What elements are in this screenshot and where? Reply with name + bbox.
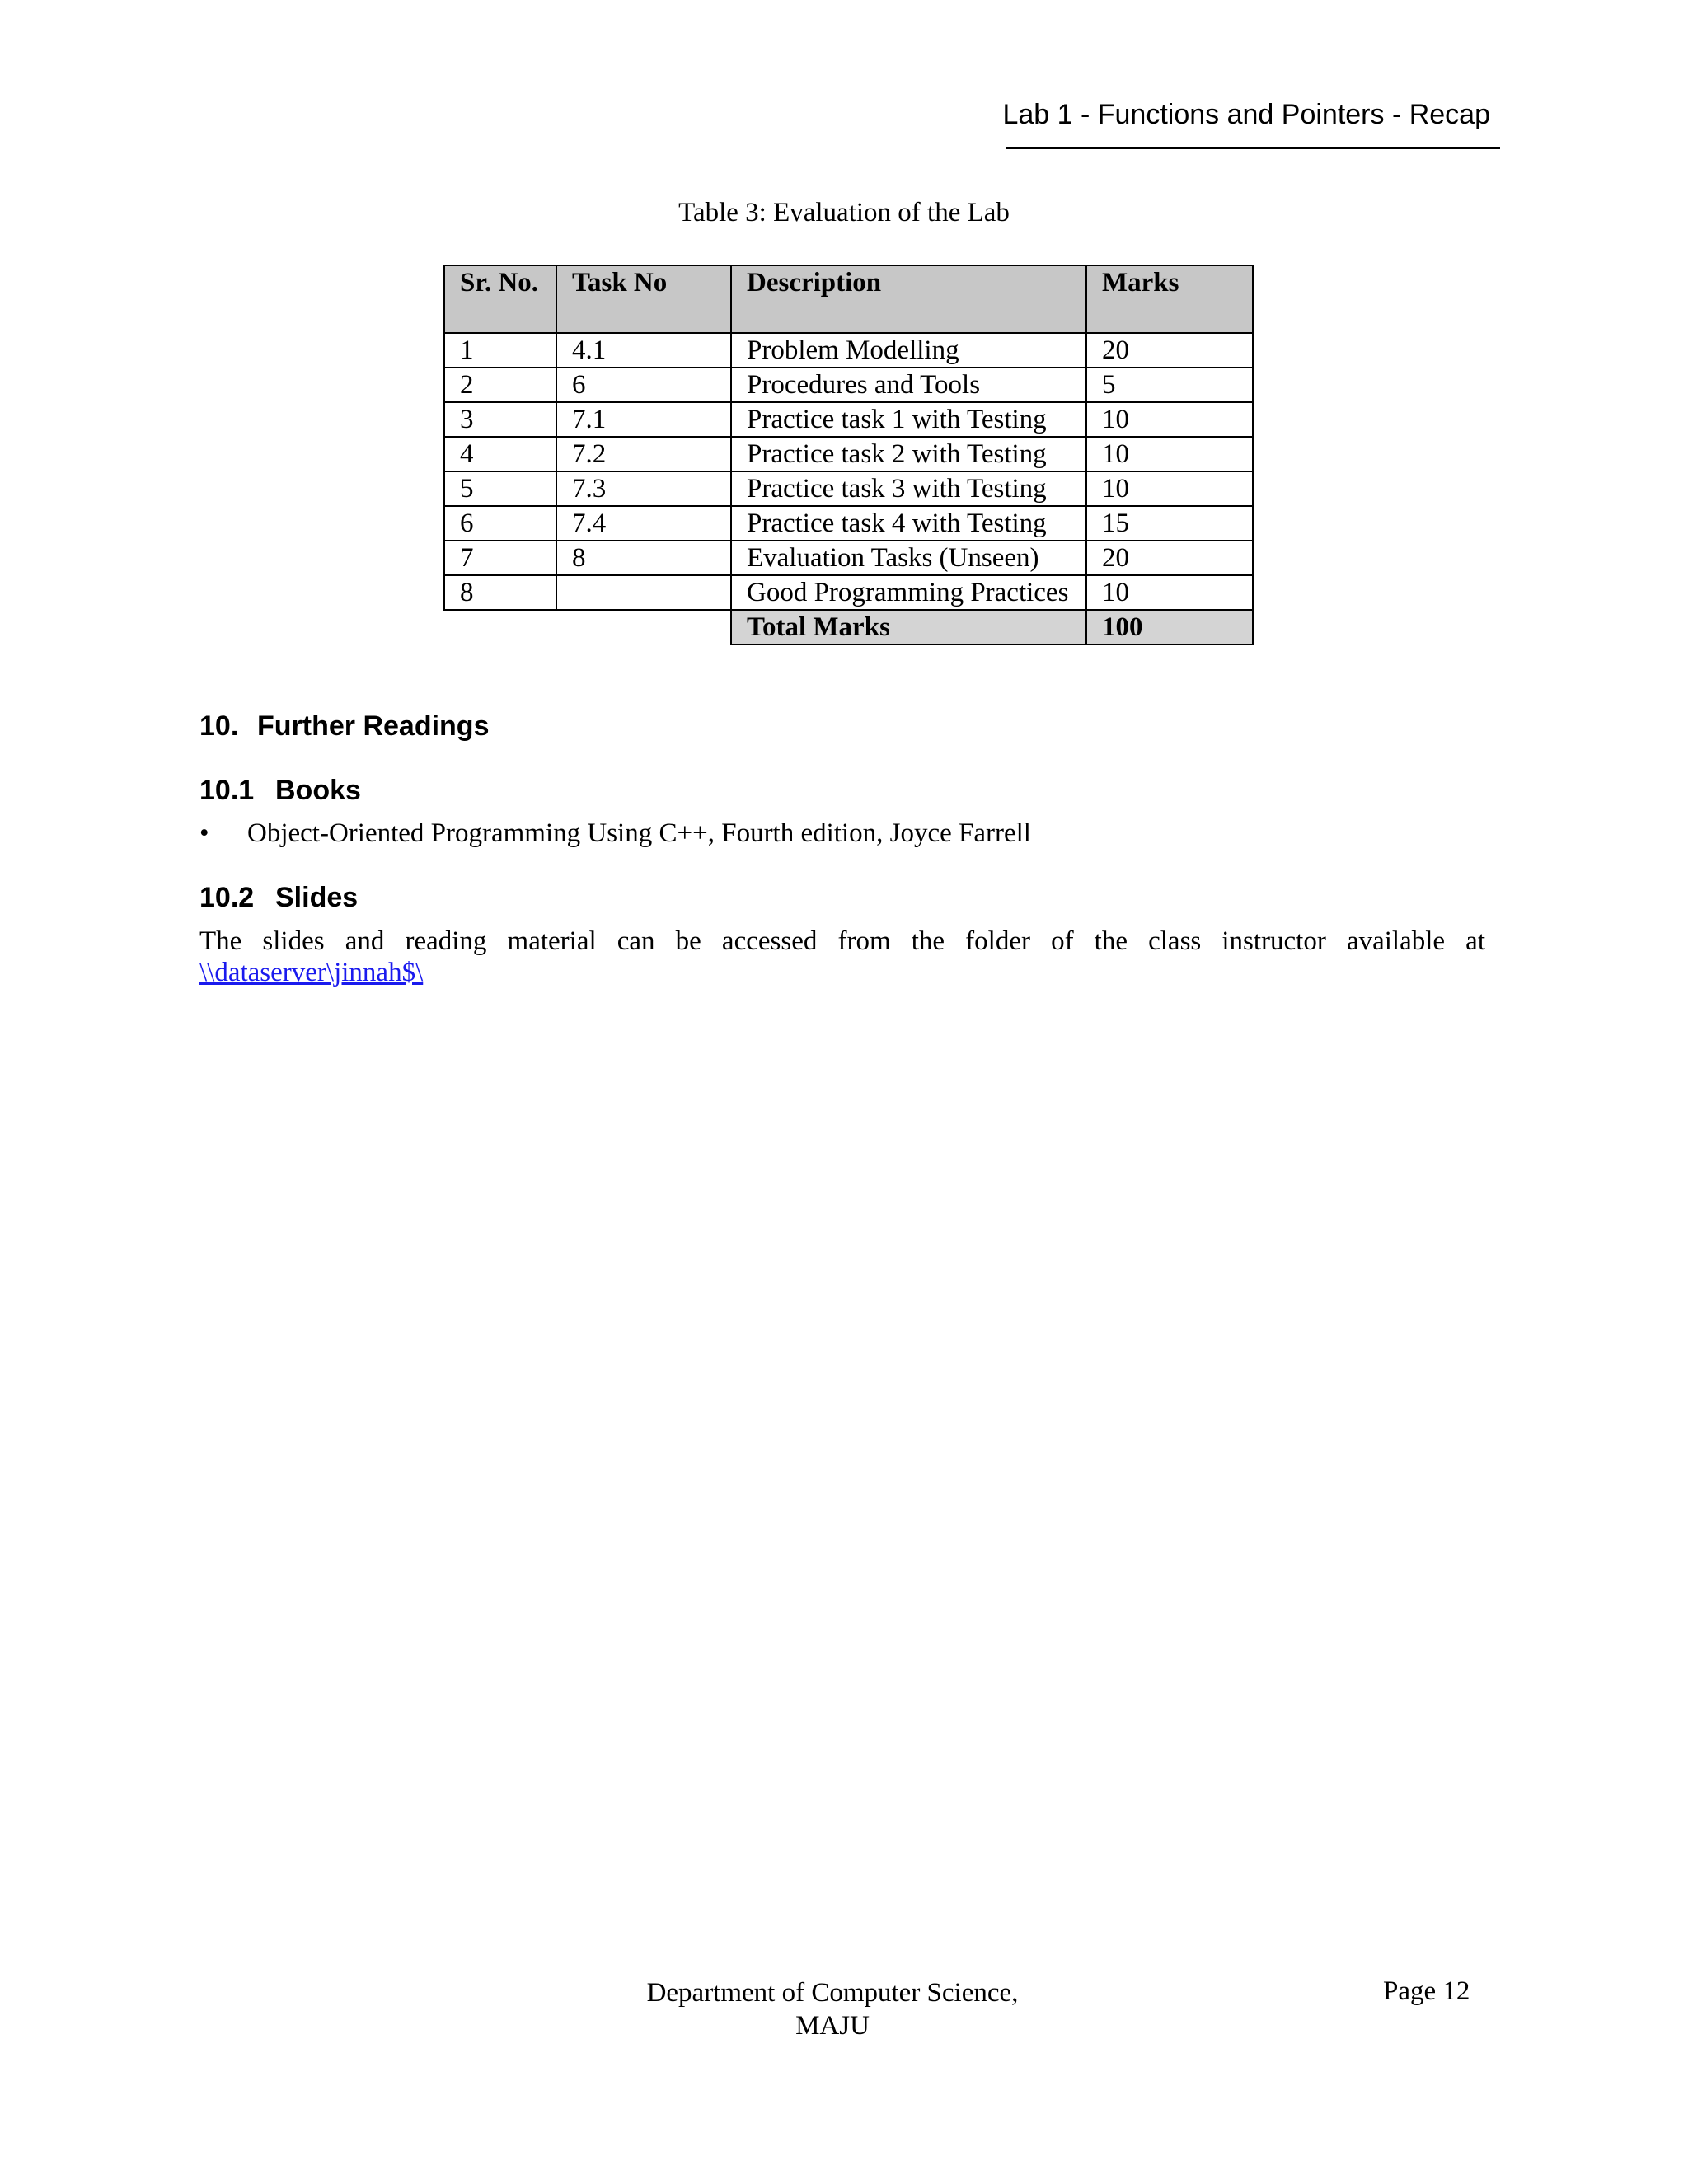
section-number: 10. (199, 710, 239, 742)
cell-task-no: 6 (556, 368, 731, 402)
column-header-description: Description (731, 265, 1086, 333)
subsection-title: Slides (275, 882, 359, 913)
table-caption: Table 3: Evaluation of the Lab (678, 198, 1010, 227)
cell-task-no: 8 (556, 541, 731, 575)
table-row (444, 437, 1253, 471)
cell-description: Practice task 2 with Testing (731, 437, 1086, 471)
cell-marks: 10 (1086, 575, 1253, 610)
evaluation-table (443, 265, 1254, 645)
cell-sr-no: 2 (444, 368, 556, 402)
cell-marks: 10 (1086, 437, 1253, 471)
subsection-number: 10.1 (199, 775, 255, 806)
cell-task-no: 7.2 (556, 437, 731, 471)
book-list-item (199, 818, 1031, 849)
cell-sr-no: 8 (444, 575, 556, 610)
subsection-heading-slides (199, 882, 358, 914)
column-header-task-no: Task No (556, 265, 731, 333)
column-header-marks: Marks (1086, 265, 1253, 333)
total-spacer (556, 610, 731, 644)
cell-description: Procedures and Tools (731, 368, 1086, 402)
table-row (444, 368, 1253, 402)
cell-marks: 5 (1086, 368, 1253, 402)
table-row (444, 506, 1253, 541)
cell-sr-no: 5 (444, 471, 556, 506)
book-reference: Object-Oriented Programming Using C++, Fourth edition, Joyce Farrell (247, 818, 1031, 848)
cell-description: Problem Modelling (731, 333, 1086, 368)
cell-marks: 15 (1086, 506, 1253, 541)
bullet-icon: • (199, 818, 209, 848)
cell-description: Practice task 3 with Testing (731, 471, 1086, 506)
cell-task-no: 7.1 (556, 402, 731, 437)
cell-sr-no: 7 (444, 541, 556, 575)
slides-paragraph: The slides and reading material can be accessed from the folder of the class instructor available at (199, 926, 1485, 956)
cell-sr-no: 3 (444, 402, 556, 437)
cell-description: Practice task 4 with Testing (731, 506, 1086, 541)
total-value: 100 (1086, 610, 1253, 644)
total-label: Total Marks (731, 610, 1086, 644)
total-spacer (444, 610, 556, 644)
footer-department-line1: Department of Computer Science, (646, 1978, 1019, 2008)
table-row (444, 333, 1253, 368)
footer-page-number: Page 12 (1383, 1976, 1470, 2006)
cell-description: Good Programming Practices (731, 575, 1086, 610)
table-total-row (444, 610, 1253, 644)
cell-description: Practice task 1 with Testing (731, 402, 1086, 437)
subsection-number: 10.2 (199, 882, 255, 913)
table-row (444, 402, 1253, 437)
cell-task-no (556, 575, 731, 610)
cell-task-no: 7.4 (556, 506, 731, 541)
cell-sr-no: 6 (444, 506, 556, 541)
dataserver-link[interactable]: \\dataserver\jinnah$\ (199, 958, 424, 987)
header-title: Lab 1 - Functions and Pointers - Recap (1002, 99, 1490, 130)
column-header-sr-no: Sr. No. (444, 265, 556, 333)
table-header-row (444, 265, 1253, 333)
table-row (444, 471, 1253, 506)
cell-task-no: 4.1 (556, 333, 731, 368)
table-row (444, 575, 1253, 610)
section-heading-further-readings (199, 710, 489, 743)
page-header (1002, 97, 1500, 149)
cell-description: Evaluation Tasks (Unseen) (731, 541, 1086, 575)
table-row (444, 541, 1253, 575)
section-title: Further Readings (257, 710, 490, 742)
cell-marks: 10 (1086, 402, 1253, 437)
cell-sr-no: 4 (444, 437, 556, 471)
footer-department-line2: MAJU (795, 2011, 870, 2041)
cell-marks: 20 (1086, 541, 1253, 575)
cell-sr-no: 1 (444, 333, 556, 368)
subsection-heading-books (199, 775, 361, 807)
cell-task-no: 7.3 (556, 471, 731, 506)
subsection-title: Books (275, 775, 361, 806)
cell-marks: 20 (1086, 333, 1253, 368)
cell-marks: 10 (1086, 471, 1253, 506)
